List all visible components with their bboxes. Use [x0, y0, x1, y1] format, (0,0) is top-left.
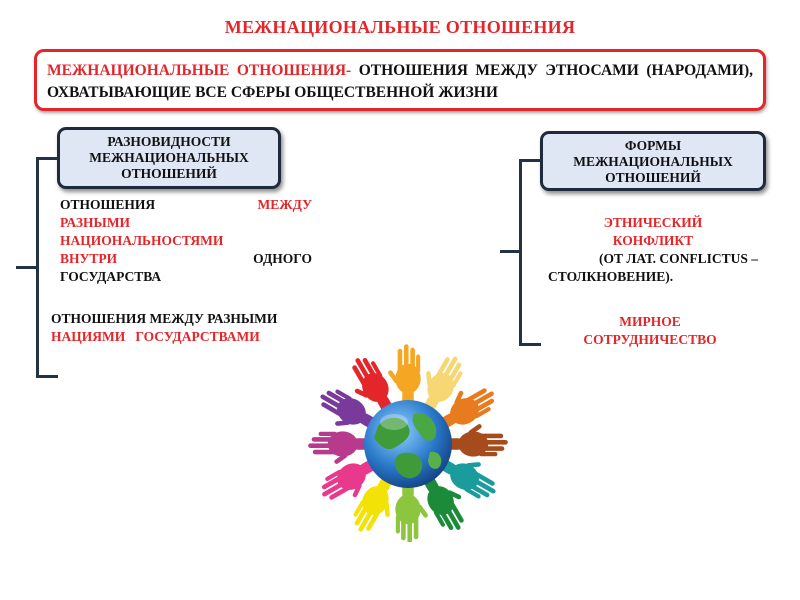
item-line — [51, 328, 316, 346]
left-heading-box — [57, 127, 281, 189]
right-bracket-top-tick — [519, 159, 541, 162]
word: ГОСУДАРСТВА — [60, 269, 162, 284]
left-item-national-relations — [60, 196, 312, 286]
page-title: МЕЖНАЦИОНАЛЬНЫЕ ОТНОШЕНИЯ — [224, 17, 576, 37]
word: МЕЖДУ — [257, 197, 312, 212]
globe-with-hands-icon — [300, 342, 516, 542]
definition-text-line2: (НАРОДАМИ), ОХВАТЫВАЮЩИЕ ВСЕ СФЕРЫ ОБЩЕСТВЕННОЙ ЖИЗНИ — [47, 62, 754, 101]
item-line: ЭТНИЧЕСКИЙ — [603, 215, 703, 230]
definition-box — [34, 49, 766, 111]
hand-icon — [387, 344, 420, 404]
left-heading-line: МЕЖНАЦИОНАЛЬНЫХ — [89, 150, 249, 165]
word: НАЦИОНАЛЬНОСТЯМИ — [60, 233, 224, 248]
word: ГОСУДАРСТВАМИ — [135, 329, 260, 344]
item-line: ОТНОШЕНИЯ МЕЖДУ РАЗНЫМИ — [51, 311, 278, 326]
left-bracket-top-tick — [36, 157, 58, 160]
right-heading-line: ОТНОШЕНИЙ — [605, 170, 701, 185]
hand-icon — [308, 431, 368, 464]
right-bracket-bottom-tick — [519, 343, 541, 346]
left-bracket-bottom-tick — [36, 375, 58, 378]
word: РАЗНЫМИ — [60, 215, 131, 230]
right-heading-line: ФОРМЫ — [624, 138, 682, 153]
right-bracket-vertical — [519, 160, 522, 346]
right-bracket-stub — [500, 250, 521, 253]
right-heading-box — [540, 131, 766, 191]
left-item-international-relations — [51, 310, 316, 346]
word: НАЦИЯМИ — [51, 329, 126, 344]
hand-icon — [395, 484, 428, 542]
right-heading-line: МЕЖНАЦИОНАЛЬНЫХ — [573, 154, 733, 169]
left-heading-line: РАЗНОВИДНОСТИ — [107, 134, 231, 149]
word: ОТНОШЕНИЯ — [60, 197, 156, 212]
hand-icon — [448, 423, 508, 456]
item-line: СОТРУДНИЧЕСТВО — [583, 332, 717, 347]
item-line: СТОЛКНОВЕНИЕ). — [548, 269, 674, 284]
definition-term: МЕЖНАЦИОНАЛЬНЫЕ ОТНОШЕНИЯ- — [47, 62, 352, 79]
word: ОДНОГО — [253, 251, 312, 266]
item-line: КОНФЛИКТ — [612, 233, 694, 248]
word: ВНУТРИ — [60, 251, 118, 266]
item-line: МИРНОЕ — [619, 314, 681, 329]
left-bracket-stub — [16, 266, 38, 269]
right-item-ethnic-conflict — [548, 214, 758, 286]
left-heading-line: ОТНОШЕНИЙ — [121, 166, 217, 181]
right-item-peaceful-cooperation — [560, 313, 740, 349]
item-line: (ОТ ЛАТ. CONFLICTUS – — [598, 251, 758, 266]
definition-text-line1: ОТНОШЕНИЯ МЕЖДУ ЭТНОСАМИ — [358, 62, 639, 79]
